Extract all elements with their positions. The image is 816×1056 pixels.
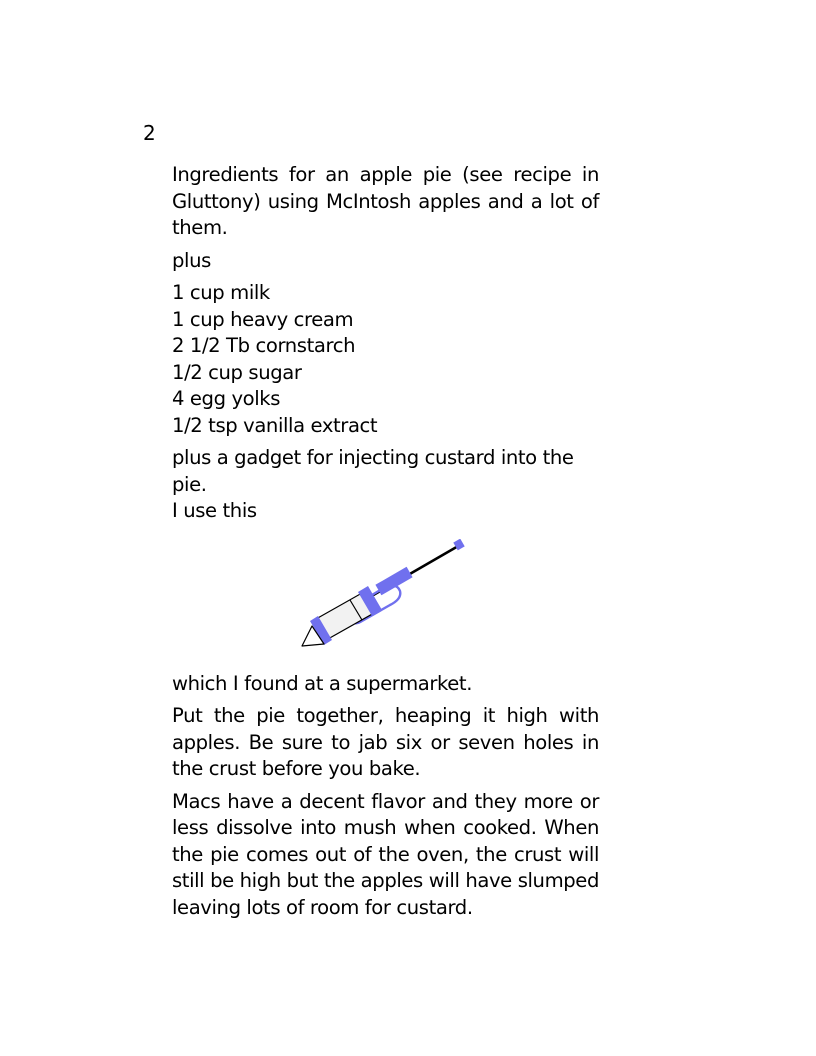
- ingredient-item: 1/2 cup sugar: [172, 360, 302, 384]
- plus-label: plus: [172, 248, 211, 272]
- ingredient-item: 1 cup milk: [172, 281, 270, 304]
- ingredient-list: [172, 280, 599, 439]
- page-content: [172, 162, 599, 927]
- ingredient-item: 1 cup heavy cream: [172, 307, 354, 331]
- after-figure-line: which I found at a supermarket.: [172, 671, 473, 695]
- intro-paragraph: Ingredients for an apple pie (see recipe in Gluttony) using McIntosh apples and a lot of them.: [172, 163, 599, 239]
- syringe-icon: [298, 539, 498, 651]
- ingredient-item: 2 1/2 Tb cornstarch: [172, 334, 356, 357]
- assemble-paragraph: Put the pie together, heaping it high with apples. Be sure to jab six or seven holes in the crust before you bake.: [172, 704, 599, 780]
- macs-paragraph: Macs have a decent flavor and they more or less dissolve into mush when cooked. When the pie comes out of the oven, the crust will still be high but the apples will have slumped leaving lots of room for custard.: [172, 789, 599, 919]
- ingredient-item: 1/2 tsp vanilla extract: [172, 413, 378, 437]
- gadget-paragraph: plus a gadget for injecting custard into the pie.: [172, 446, 574, 496]
- ingredient-item: 4 egg yolks: [172, 387, 281, 410]
- page-number: 2: [143, 121, 156, 145]
- use-this-line: I use this: [172, 499, 257, 522]
